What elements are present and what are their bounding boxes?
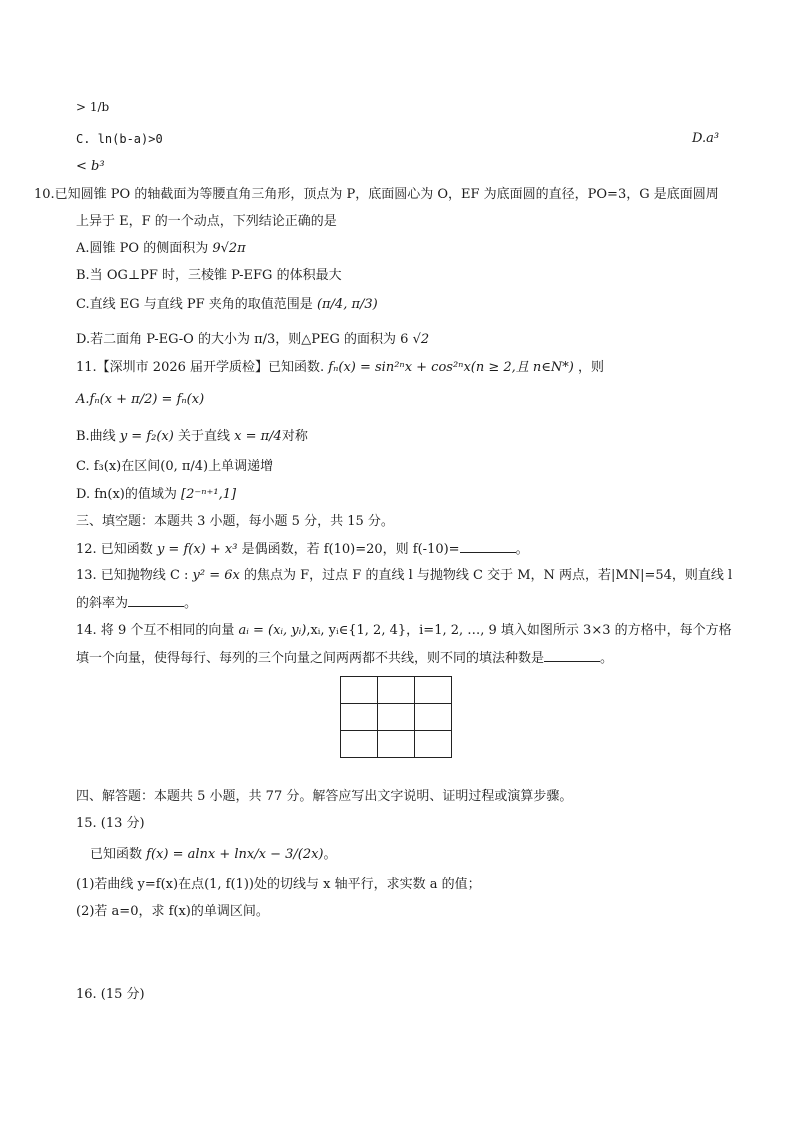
- q10-option-c: [76, 296, 378, 314]
- q11-stem-math: fₙ(x) = sin²ⁿx + cos²ⁿx(n ≥ 2,且 n∈N*): [328, 360, 574, 375]
- grid-cell[interactable]: [415, 704, 452, 731]
- q13-end: 。: [184, 596, 198, 611]
- q15-stem-math: f(x) = alnx + lnx/x − 3/(2x): [146, 847, 324, 862]
- q11-b-math2: x = π/4: [234, 429, 282, 444]
- section-3-heading: 三、填空题：本题共 3 小题，每小题 5 分，共 15 分。: [76, 514, 394, 529]
- grid-cell[interactable]: [341, 731, 378, 758]
- q10-c-text: C.直线 EG 与直线 PF 夹角的取值范围是: [76, 297, 313, 312]
- q14-line1: [76, 622, 732, 640]
- q10-c-math: (π/4, π/3): [316, 297, 378, 312]
- q13-math: y² = 6x: [192, 568, 240, 583]
- q11-option-a: A.fₙ(x + π/2) = fₙ(x): [76, 392, 205, 407]
- q11-stem: [76, 359, 604, 377]
- q12-post: 是偶函数，若 f(10)=20，则 f(-10)=: [241, 542, 460, 557]
- q14-text: 14. 将 9 个互不相同的向量: [76, 623, 235, 638]
- q12-answer-blank[interactable]: [460, 540, 516, 553]
- section-4-heading: 四、解答题：本题共 5 小题，共 77 分。解答应写出文字说明、证明过程或演算步骤。: [76, 789, 573, 804]
- q13-line2: [76, 594, 197, 613]
- option-c-fragment: C. ln(b-a)>0: [76, 132, 163, 146]
- grid-cell[interactable]: [378, 677, 415, 704]
- q12: [76, 540, 529, 559]
- q16-label: 16. (15 分): [76, 987, 145, 1002]
- q11-stem-text: 11.【深圳市 2026 届开学质检】已知函数.: [76, 360, 325, 375]
- q10-stem-line2: 上异于 E，F 的一个动点，下列结论正确的是: [76, 214, 337, 229]
- q11-d-text: D. fn(x)的值域为: [76, 487, 177, 502]
- fragment-lt-b3: < b³: [76, 159, 105, 174]
- q11-option-d: [76, 486, 236, 504]
- grid-cell[interactable]: [378, 704, 415, 731]
- q10-d-text: D.若二面角 P-EG-O 的大小为 π/3，则△PEG 的面积为 6: [76, 332, 409, 347]
- q11-b-math1: y = f₂(x): [119, 429, 174, 444]
- q10-option-b: B.当 OG⊥PF 时，三棱锥 P-EFG 的体积最大: [76, 268, 342, 283]
- q10-stem-line1: 10.已知圆锥 PO 的轴截面为等腰直角三角形，顶点为 P，底面圆心为 O，EF 为底面圆的直径，PO=3，G 是底面圆周: [34, 187, 719, 202]
- q14-line2-text: 填一个向量，使得每行、每列的三个向量之间两两都不共线，则不同的填法种数是: [76, 651, 545, 666]
- q12-math: y = f(x) + x³: [156, 542, 238, 557]
- q12-text: 12. 已知函数: [76, 542, 153, 557]
- q13-answer-blank[interactable]: [128, 594, 184, 607]
- q15-stem-post: 。: [323, 847, 337, 862]
- three-by-three-grid: [340, 676, 452, 758]
- q10-a-math: 9√2π: [212, 241, 246, 256]
- q13-line2-text: 的斜率为: [76, 596, 129, 611]
- q14-answer-blank[interactable]: [544, 649, 600, 662]
- q13-text: 13. 已知抛物线 C :: [76, 568, 189, 583]
- q10-option-a: [76, 240, 246, 258]
- q12-end: 。: [515, 542, 529, 557]
- q10-a-text: A.圆锥 PO 的侧面积为: [76, 241, 209, 256]
- q11-option-c: C. f₃(x)在区间(0, π/4)上单调递增: [76, 459, 274, 474]
- q14-end: 。: [600, 651, 614, 666]
- fragment-text: > 1/b: [76, 100, 110, 114]
- q11-stem-post: ，则: [578, 360, 605, 375]
- q11-option-b: [76, 428, 308, 446]
- q15-stem-text: 已知函数: [90, 847, 143, 862]
- grid-row: [341, 731, 452, 758]
- option-d-fragment: D.a³: [692, 131, 720, 146]
- grid-cell[interactable]: [378, 731, 415, 758]
- q15-part1: (1)若曲线 y=f(x)在点(1, f(1))处的切线与 x 轴平行，求实数 a 的值；: [76, 877, 481, 892]
- q15-part2: (2)若 a=0，求 f(x)的单调区间。: [76, 904, 269, 919]
- q11-b-mid: 关于直线: [177, 429, 230, 444]
- q10-d-math: √2: [412, 332, 430, 347]
- q13-post: 的焦点为 F，过点 F 的直线 l 与抛物线 C 交于 M，N 两点，若|MN|=54，则直线 l: [244, 568, 733, 583]
- grid-row: [341, 704, 452, 731]
- grid-row: [341, 677, 452, 704]
- q11-b-text: B.曲线: [76, 429, 116, 444]
- q11-d-math: [2⁻ⁿ⁺¹,1]: [181, 487, 237, 502]
- q15-stem: [90, 846, 337, 864]
- q14-math: aᵢ = (xᵢ, yᵢ): [238, 623, 307, 638]
- grid-cell[interactable]: [341, 704, 378, 731]
- q14-line2: [76, 649, 613, 668]
- q13-line1: [76, 567, 732, 585]
- grid-cell[interactable]: [415, 677, 452, 704]
- q11-b-post: 对称: [281, 429, 308, 444]
- grid-cell[interactable]: [415, 731, 452, 758]
- grid-cell[interactable]: [341, 677, 378, 704]
- q15-label: 15. (13 分): [76, 816, 145, 831]
- q10-option-d: [76, 331, 429, 349]
- q14-post: ,xᵢ, yᵢ∈{1, 2, 4}，i=1, 2, …, 9 填入如图所示 3×3 的方格中，每个方格: [306, 623, 732, 638]
- fragment-gt-1-over-b: [76, 98, 109, 117]
